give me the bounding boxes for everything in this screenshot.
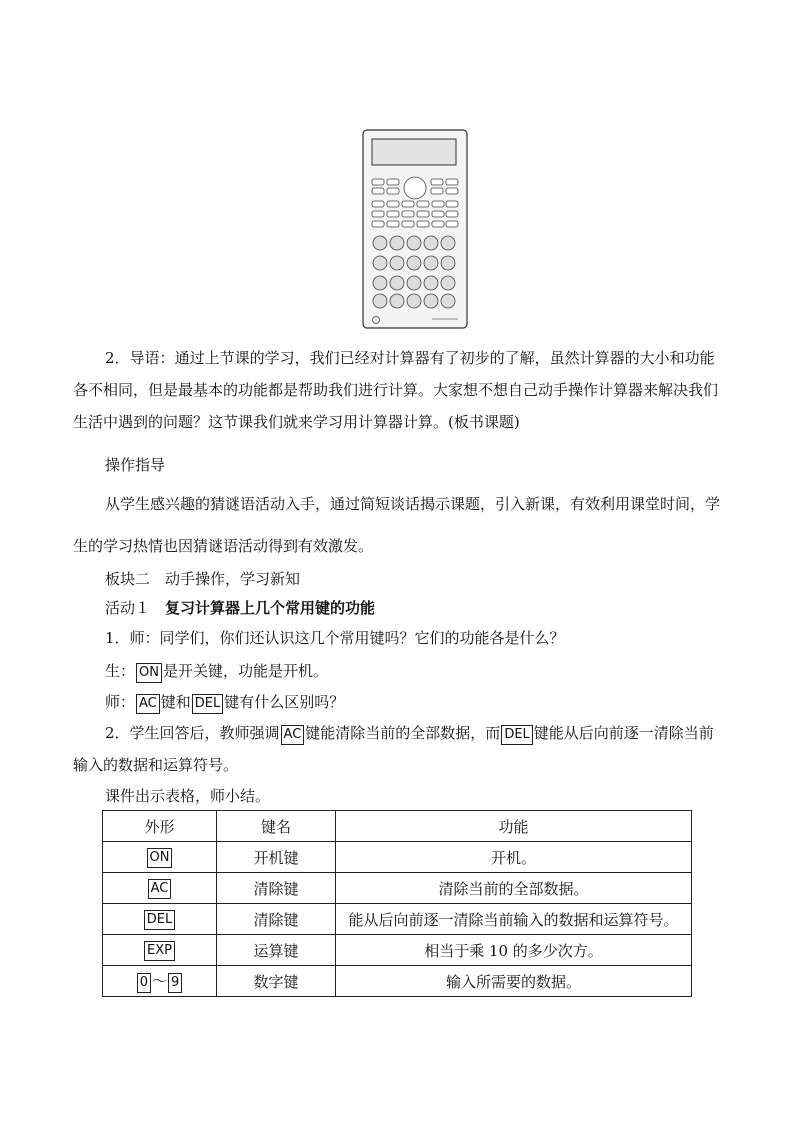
guide-heading: 操作指导: [105, 456, 166, 474]
exp-key: EXP: [144, 941, 175, 961]
cell-function: 相当于乘 10 的多少次方。: [336, 935, 692, 966]
cell-function: 输入所需要的数据。: [336, 966, 692, 997]
cell-name: 开机键: [217, 842, 336, 873]
calculator-illustration: [362, 129, 468, 329]
calculator-icon: [362, 129, 468, 329]
ac-key: AC: [281, 725, 305, 745]
nine-key: 9: [168, 973, 182, 993]
paragraph-2: [73, 717, 721, 781]
table-row: [103, 966, 692, 997]
cell-name: 清除键: [217, 873, 336, 904]
cell-shape: [103, 966, 217, 997]
range-separator: ～: [151, 971, 167, 990]
cell-shape: [103, 873, 217, 904]
paragraph-2-mid: 键能清除当前的全部数据，而: [305, 724, 501, 742]
cell-function: 能从后向前逐一清除当前输入的数据和运算符号。: [336, 904, 692, 935]
activity-prefix: 活动１: [105, 599, 166, 617]
cell-name: 运算键: [217, 935, 336, 966]
del-key: DEL: [501, 725, 532, 745]
zero-key: 0: [137, 973, 151, 993]
cell-shape: [103, 842, 217, 873]
del-key: DEL: [192, 694, 223, 714]
answer-1-prefix: 生：: [105, 662, 136, 680]
cell-function: 开机。: [336, 842, 692, 873]
table-header-row: [103, 811, 692, 842]
header-shape: 外形: [103, 811, 217, 842]
intro-paragraph: [73, 342, 721, 438]
cell-shape: [103, 935, 217, 966]
question-1: 1．师：同学们，你们还认识这几个常用键吗？它们的功能各是什么？: [105, 629, 565, 647]
question-2: [73, 686, 721, 718]
cell-name: 数字键: [217, 966, 336, 997]
summary-line: 课件出示表格，师小结。: [105, 787, 271, 805]
intro-lead: 导语：: [129, 349, 175, 367]
table-row: [103, 873, 692, 904]
table-row: [103, 904, 692, 935]
table-row: [103, 842, 692, 873]
paragraph-2-prefix: 2．学生回答后，教师强调: [105, 724, 280, 742]
activity-title: 复习计算器上几个常用键的功能: [165, 599, 376, 617]
key-function-table: [102, 810, 692, 997]
ac-key: AC: [136, 694, 160, 714]
ac-key: AC: [148, 879, 172, 899]
header-function: 功能: [336, 811, 692, 842]
answer-1-suffix: 是开关键，功能是开机。: [162, 662, 328, 680]
on-key: ON: [147, 848, 173, 868]
cell-name: 清除键: [217, 904, 336, 935]
cell-shape: [103, 904, 217, 935]
paragraph-2-suffix: 键能从后向前逐一清除当前输入的数据和运算符号。: [73, 724, 714, 774]
question-2-mid: 键和: [160, 693, 191, 711]
activity-heading: [73, 592, 721, 624]
intro-text: 通过上节课的学习，我们已经对计算器有了初步的了解，虽然计算器的大小和功能各不相同，但是最基本的功能都是帮助我们进行计算。大家想不想自己动手操作计算器来解决我们生活中遇到的问题？这节课我们就来学习用计算器计算。(板书课题): [73, 349, 719, 431]
del-key: DEL: [144, 910, 175, 930]
cell-function: 清除当前的全部数据。: [336, 873, 692, 904]
section-heading: 板块二 动手操作，学习新知: [105, 570, 301, 588]
intro-number: 2．: [105, 349, 130, 367]
table-row: [103, 935, 692, 966]
answer-1: [73, 655, 721, 687]
on-key: ON: [136, 663, 162, 683]
header-name: 键名: [217, 811, 336, 842]
question-2-prefix: 师：: [105, 693, 136, 711]
question-2-suffix: 键有什么区别吗？: [224, 693, 345, 711]
guide-text: 从学生感兴趣的猜谜语活动入手，通过简短谈话揭示课题，引入新课，有效利用课堂时间，学生的学习热情也因猜谜语活动得到有效激发。: [73, 495, 721, 555]
